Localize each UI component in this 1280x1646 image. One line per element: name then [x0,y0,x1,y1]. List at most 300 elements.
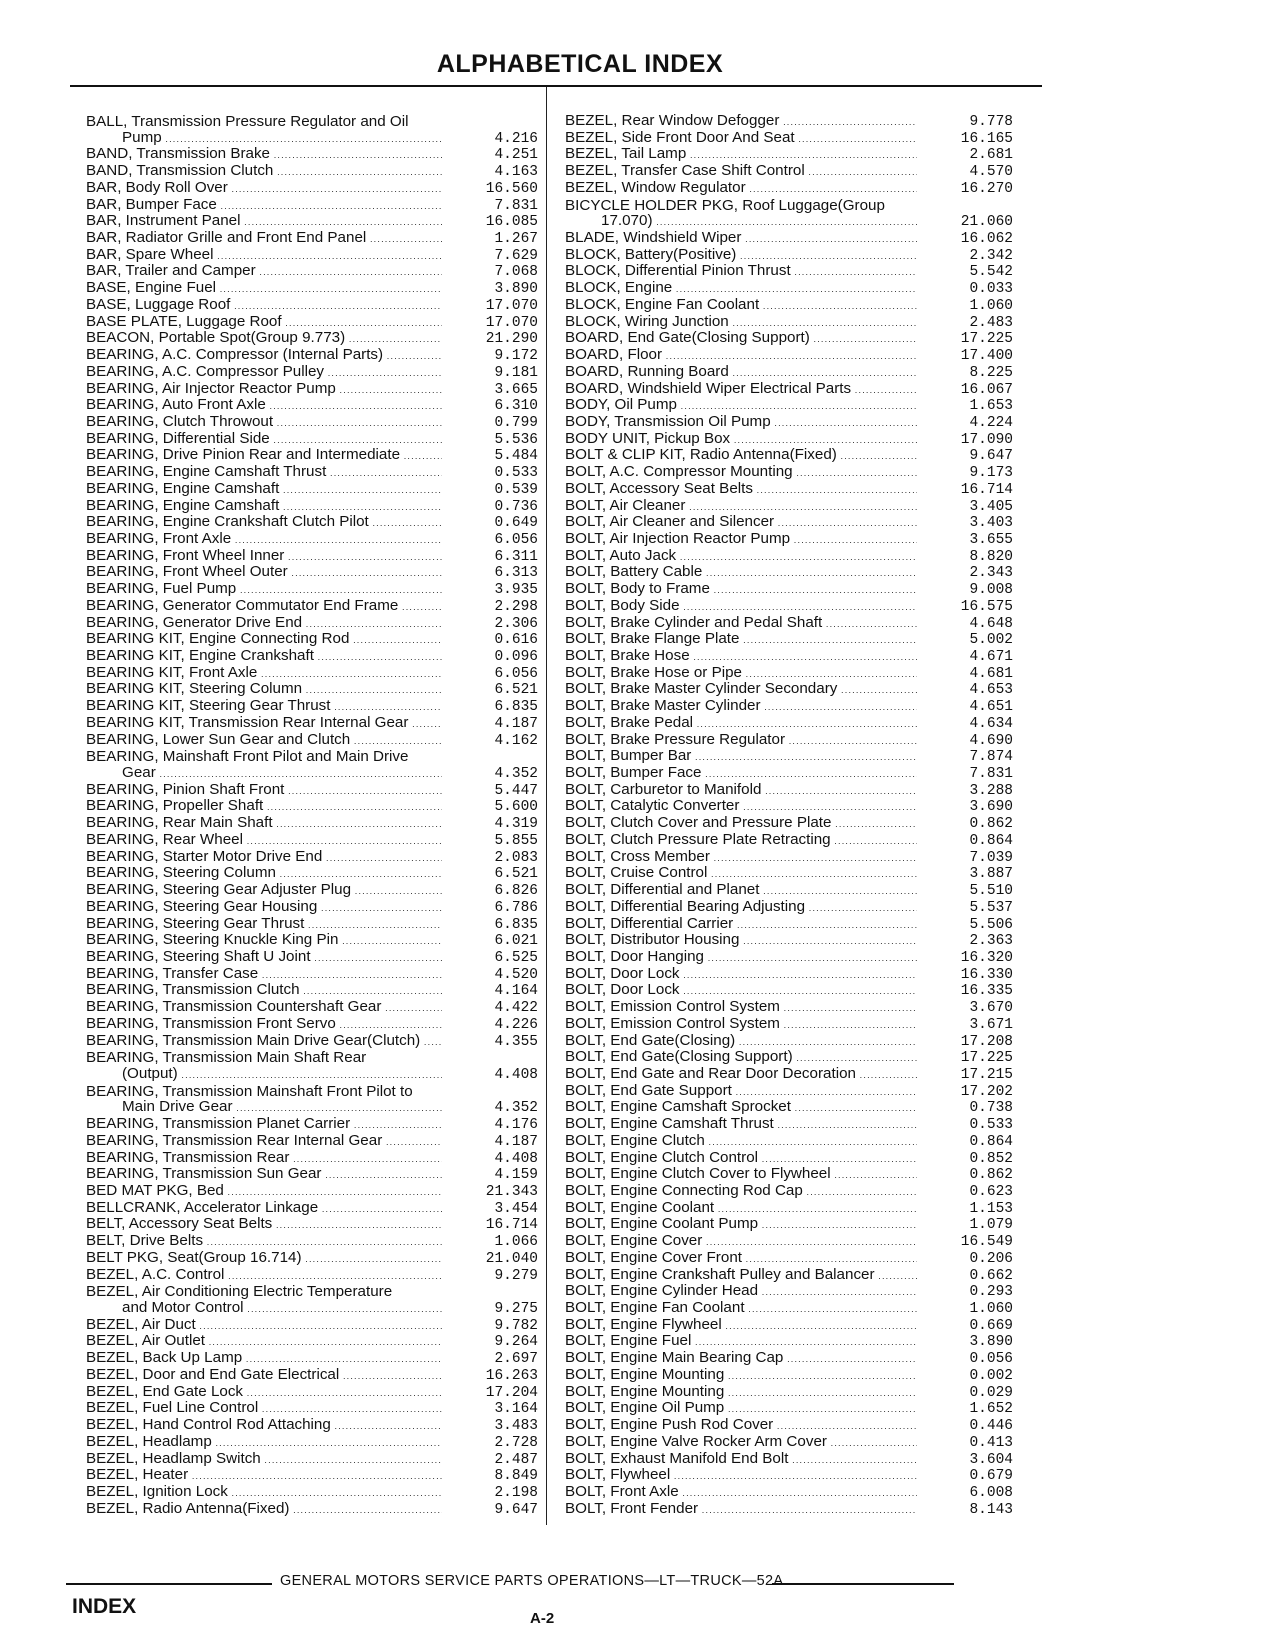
entry-page-ref: 5.537 [969,899,1013,916]
entry-page-ref: 21.290 [485,331,538,348]
entry-page-ref: 7.068 [494,264,538,281]
entry-name: BEARING, Auto Front Axle ..... [86,397,442,415]
index-entry [565,1000,1013,1017]
entry-page-ref: 6.310 [494,398,538,415]
index-entry [565,1134,1013,1151]
entry-name: BEZEL, Back Up Lamp ..... [86,1350,442,1368]
entry-page-ref: 4.352 [494,1100,538,1117]
index-entry [86,699,538,716]
entry-page-ref: 16.714 [960,481,1013,498]
entry-page-ref: 1.066 [494,1234,538,1251]
entry-name: BELT, Drive Belts ..... [86,1233,442,1251]
index-entry [86,415,538,432]
index-entry [565,281,1013,298]
index-entry [565,649,1013,666]
index-entry [565,1251,1013,1268]
index-entry [565,181,1013,198]
page-title: ALPHABETICAL INDEX [436,50,724,78]
page-number: A-2 [530,1610,555,1627]
index-entry [86,181,538,198]
entry-page-ref: 4.162 [494,732,538,749]
entry-name: BOLT, Engine Clutch ..... [565,1133,917,1151]
entry-name: BLOCK, Engine Fan Coolant ..... [565,297,917,315]
index-entry [565,1067,1013,1084]
entry-name: BAR, Instrument Panel ..... [86,213,442,231]
entry-name: BASE PLATE, Luggage Roof ..... [86,314,442,332]
entry-page-ref: 17.070 [485,297,538,314]
index-entry [86,1301,538,1318]
entry-page-ref: 4.251 [494,147,538,164]
entry-page-ref: 0.033 [969,281,1013,298]
entry-page-ref: 4.226 [494,1016,538,1033]
index-entry [565,1151,1013,1168]
entry-page-ref: 17.090 [960,431,1013,448]
index-entry [86,499,538,516]
entry-name: BEZEL, Tail Lamp ..... [565,146,917,164]
entry-name: BEARING, Transmission Mainshaft Front Pilot to [86,1083,413,1100]
entry-page-ref: 9.172 [494,348,538,365]
entry-page-ref: 16.085 [485,214,538,231]
index-entry [565,799,1013,816]
index-entry [565,549,1013,566]
entry-page-ref: 3.665 [494,381,538,398]
index-entry [565,917,1013,934]
index-entry [86,1151,538,1168]
entry-page-ref: 0.056 [969,1351,1013,1368]
entry-name: BEZEL, Headlamp ..... [86,1434,442,1452]
entry-page-ref: 8.143 [969,1501,1013,1518]
index-entry [565,448,1013,465]
index-entry [86,549,538,566]
entry-name: BLOCK, Battery(Positive) ..... [565,247,917,265]
entry-name: BEARING KIT, Transmission Rear Internal Gear ..... [86,715,442,733]
entry-name: BOLT, Engine Coolant ..... [565,1200,917,1218]
entry-name: BOLT, Brake Master Cylinder Secondary ..... [565,681,917,699]
entry-page-ref: 5.447 [494,782,538,799]
entry-name: BOLT, Air Injection Reactor Pump ..... [565,531,917,549]
entry-page-ref: 0.293 [969,1284,1013,1301]
entry-page-ref: 1.153 [969,1200,1013,1217]
entry-page-ref: 21.060 [960,214,1013,231]
entry-page-ref: 3.405 [969,498,1013,515]
entry-name: BEARING, Pinion Shaft Front ..... [86,782,442,800]
index-entry [565,983,1013,1000]
entry-page-ref: 6.786 [494,899,538,916]
entry-name: BEARING, Transmission Sun Gear ..... [86,1166,442,1184]
entry-name: BEZEL, Side Front Door And Seat ..... [565,130,917,148]
index-column-left [86,114,538,1518]
entry-name: BOLT, Engine Cylinder Head ..... [565,1283,917,1301]
entry-name: BOLT, Door Lock ..... [565,982,917,1000]
entry-page-ref: 4.319 [494,816,538,833]
index-entry [565,398,1013,415]
entry-page-ref: 3.671 [969,1016,1013,1033]
entry-page-ref: 7.831 [969,766,1013,783]
index-entry [86,1217,538,1234]
index-entry [86,1251,538,1268]
index-entry [86,1201,538,1218]
entry-name: BOLT, Body Side ..... [565,598,917,616]
entry-name: BAND, Transmission Clutch ..... [86,163,442,181]
entry-name: BOLT, Exhaust Manifold End Bolt ..... [565,1451,917,1469]
index-entry [86,649,538,666]
entry-name: BEARING, Rear Wheel ..... [86,832,442,850]
entry-name: BAR, Body Roll Over ..... [86,180,442,198]
index-entry [86,382,538,399]
entry-name: BAND, Transmission Brake ..... [86,146,442,164]
entry-name: BEARING, Starter Motor Drive End ..... [86,849,442,867]
index-entry [86,716,538,733]
entry-name: BOLT, End Gate Support ..... [565,1083,917,1101]
entry-name: 17.070) ..... [565,213,917,231]
entry-name: BEZEL, Window Regulator ..... [565,180,917,198]
index-entry [565,582,1013,599]
entry-name: BEARING, Steering Gear Thrust ..... [86,916,442,934]
entry-page-ref: 2.198 [494,1484,538,1501]
entry-page-ref: 9.279 [494,1267,538,1284]
entry-name: BOLT, Engine Mounting ..... [565,1367,917,1385]
index-entry [565,933,1013,950]
index-entry [86,448,538,465]
entry-name: BOLT, Engine Mounting ..... [565,1384,917,1402]
entry-name: BEARING KIT, Engine Crankshaft ..... [86,648,442,666]
entry-name: BEARING, Transmission Rear ..... [86,1150,442,1168]
entry-name: BOLT, Front Axle ..... [565,1484,917,1502]
entry-name: BEZEL, Door and End Gate Electrical ..... [86,1367,442,1385]
entry-name: BOLT, Engine Crankshaft Pulley and Balancer ..... [565,1267,917,1285]
entry-page-ref: 3.890 [494,281,538,298]
entry-page-ref: 4.355 [494,1033,538,1050]
entry-name: BEARING, Generator Drive End ..... [86,615,442,633]
entry-name: BOLT, Air Cleaner and Silencer ..... [565,514,917,532]
entry-name: BOLT, Front Fender ..... [565,1501,917,1519]
index-entry [86,365,538,382]
entry-name: BEZEL, Rear Window Defogger ..... [565,113,917,131]
entry-page-ref: 17.204 [485,1384,538,1401]
index-entry [565,1017,1013,1034]
index-column-right [565,114,1013,1518]
index-entry [565,749,1013,766]
index-entry [565,1468,1013,1485]
entry-name: BEARING, Steering Gear Housing ..... [86,899,442,917]
entry-name: BEARING, Fuel Pump ..... [86,581,442,599]
entry-name: BEACON, Portable Spot(Group 9.773) ..... [86,330,442,348]
entry-name: BEZEL, A.C. Control ..... [86,1267,442,1285]
index-entry [565,632,1013,649]
entry-page-ref: 6.525 [494,949,538,966]
index-entry [86,1468,538,1485]
index-entry [86,833,538,850]
index-entry [86,114,538,131]
section-label: INDEX [72,1595,137,1618]
index-entry [86,131,538,148]
index-entry [86,198,538,215]
index-entry [86,315,538,332]
entry-page-ref: 2.342 [969,247,1013,264]
entry-name: BOLT & CLIP KIT, Radio Antenna(Fixed) ..... [565,447,917,465]
entry-page-ref: 21.040 [485,1250,538,1267]
entry-name: BOLT, Engine Camshaft Sprocket ..... [565,1099,917,1117]
entry-name: BLOCK, Wiring Junction ..... [565,314,917,332]
index-entry [86,850,538,867]
entry-page-ref: 9.778 [969,114,1013,130]
entry-page-ref: 1.060 [969,1301,1013,1318]
index-entry [565,365,1013,382]
entry-page-ref: 0.662 [969,1267,1013,1284]
entry-page-ref: 3.690 [969,799,1013,816]
index-entry [565,1034,1013,1051]
entry-name: BEARING, Mainshaft Front Pilot and Main Drive [86,749,409,766]
entry-page-ref: 3.454 [494,1200,538,1217]
entry-page-ref: 5.484 [494,448,538,465]
index-entry [86,1502,538,1519]
entry-name: Main Drive Gear ..... [86,1099,442,1117]
entry-page-ref: 4.520 [494,966,538,983]
entry-page-ref: 2.487 [494,1451,538,1468]
index-entry [565,1167,1013,1184]
index-entry [86,432,538,449]
index-entry [86,933,538,950]
index-entry [86,1050,538,1067]
index-entry [86,1401,538,1418]
entry-name: BEARING, Clutch Throwout ..... [86,414,442,432]
entry-name: BOLT, Brake Pressure Regulator ..... [565,732,917,750]
entry-page-ref: 1.060 [969,297,1013,314]
entry-page-ref: 3.670 [969,1000,1013,1017]
index-entry [565,1217,1013,1234]
entry-page-ref: 4.651 [969,699,1013,716]
entry-page-ref: 0.623 [969,1184,1013,1200]
entry-page-ref: 9.008 [969,582,1013,599]
entry-page-ref: 3.655 [969,531,1013,548]
entry-name: BOLT, Brake Hose or Pipe ..... [565,665,917,683]
index-entry [86,1435,538,1452]
entry-page-ref: 16.714 [485,1217,538,1234]
entry-page-ref: 4.216 [494,130,538,147]
index-entry [86,281,538,298]
entry-name: BOARD, Running Board ..... [565,364,917,382]
entry-name: BOLT, Engine Clutch Cover to Flywheel ..... [565,1166,917,1184]
index-entry [86,1117,538,1134]
entry-name: BOLT, Brake Pedal ..... [565,715,917,733]
entry-name: BEARING, Steering Shaft U Joint ..... [86,949,442,967]
index-entry [86,1268,538,1285]
index-entry [565,482,1013,499]
entry-page-ref: 0.446 [969,1418,1013,1435]
entry-page-ref: 16.335 [960,983,1013,1000]
entry-page-ref: 9.173 [969,465,1013,482]
index-entry [86,264,538,281]
index-entry [86,983,538,1000]
index-entry [565,883,1013,900]
entry-name: BEZEL, Headlamp Switch ..... [86,1451,442,1469]
index-entry [565,1234,1013,1251]
index-entry [565,783,1013,800]
entry-name: BOLT, A.C. Compressor Mounting ..... [565,464,917,482]
entry-page-ref: 16.549 [960,1234,1013,1251]
entry-page-ref: 0.649 [494,515,538,532]
entry-name: BEARING, Steering Gear Adjuster Plug ..... [86,882,442,900]
entry-page-ref: 3.403 [969,515,1013,532]
entry-page-ref: 7.831 [494,197,538,214]
column-divider [546,87,547,1525]
entry-page-ref: 16.560 [485,180,538,197]
entry-page-ref: 16.062 [960,231,1013,248]
entry-page-ref: 5.506 [969,916,1013,933]
entry-name: BEARING, Transmission Front Servo ..... [86,1016,442,1034]
entry-page-ref: 4.352 [494,766,538,783]
index-entry [86,298,538,315]
entry-name: BOLT, Engine Oil Pump ..... [565,1400,917,1418]
index-entry [86,900,538,917]
entry-page-ref: 0.862 [969,816,1013,833]
entry-page-ref: 17.225 [960,331,1013,348]
index-entry [86,1034,538,1051]
index-entry [565,1117,1013,1134]
entry-page-ref: 8.820 [969,548,1013,565]
index-entry [565,515,1013,532]
index-entry [86,1485,538,1502]
entry-page-ref: 4.671 [969,649,1013,665]
index-entry [565,382,1013,399]
index-entry [86,967,538,984]
entry-name: BEZEL, Radio Antenna(Fixed) ..... [86,1501,442,1519]
entry-page-ref: 3.890 [969,1334,1013,1351]
index-entry [86,582,538,599]
entry-page-ref: 1.652 [969,1401,1013,1418]
entry-name: BEARING, Transmission Main Shaft Rear [86,1050,367,1067]
entry-name: BED MAT PKG, Bed ..... [86,1183,442,1201]
entry-page-ref: 4.653 [969,682,1013,699]
index-entry [86,866,538,883]
index-entry [565,248,1013,265]
index-entry [565,1502,1013,1519]
entry-page-ref: 4.163 [494,164,538,181]
index-entry [86,164,538,181]
index-entry [565,833,1013,850]
index-entry [86,1100,538,1117]
entry-name: BEZEL, Fuel Line Control ..... [86,1400,442,1418]
entry-page-ref: 16.067 [960,381,1013,398]
entry-page-ref: 17.225 [960,1050,1013,1067]
index-entry [86,816,538,833]
entry-page-ref: 6.835 [494,916,538,933]
entry-page-ref: 17.202 [960,1083,1013,1100]
entry-page-ref: 3.887 [969,866,1013,883]
entry-page-ref: 6.521 [494,682,538,699]
entry-page-ref: 4.408 [494,1066,538,1083]
entry-page-ref: 2.483 [969,314,1013,331]
entry-page-ref: 17.400 [960,348,1013,365]
entry-page-ref: 4.422 [494,1000,538,1017]
index-entry [86,749,538,766]
entry-name: BOLT, Brake Hose ..... [565,648,917,666]
entry-page-ref: 5.002 [969,632,1013,649]
index-entry [565,1385,1013,1402]
index-entry [86,1234,538,1251]
index-entry [86,883,538,900]
entry-name: BASE, Engine Fuel ..... [86,280,442,298]
entry-name: BEARING, Transmission Planet Carrier ..... [86,1116,442,1134]
entry-page-ref: 21.343 [485,1184,538,1200]
index-entry [565,716,1013,733]
entry-page-ref: 1.079 [969,1217,1013,1234]
index-entry [86,532,538,549]
index-entry [86,565,538,582]
index-entry [565,850,1013,867]
entry-page-ref: 9.782 [494,1317,538,1334]
entry-name: BOLT, Differential and Planet ..... [565,882,917,900]
entry-name: BEARING, Transmission Countershaft Gear ..... [86,999,442,1017]
index-entry [86,1351,538,1368]
entry-page-ref: 4.408 [494,1150,538,1167]
index-entry [565,1184,1013,1201]
entry-page-ref: 0.002 [969,1367,1013,1384]
entry-name: BOLT, End Gate(Closing) ..... [565,1033,917,1051]
index-entry [86,147,538,164]
entry-page-ref: 4.634 [969,715,1013,732]
entry-page-ref: 5.855 [494,832,538,849]
entry-name: BEARING, Generator Commutator End Frame ..... [86,598,442,616]
entry-page-ref: 16.263 [485,1367,538,1384]
entry-name: BOLT, Cross Member ..... [565,849,917,867]
entry-page-ref: 0.736 [494,498,538,515]
entry-page-ref: 9.181 [494,364,538,381]
index-entry [565,164,1013,181]
index-entry [86,1334,538,1351]
entry-name: BEARING, Air Injector Reactor Pump ..... [86,381,442,399]
entry-name: BEARING, Front Axle ..... [86,531,442,549]
entry-page-ref: 2.298 [494,598,538,615]
index-entry [565,315,1013,332]
entry-name: BOLT, Auto Jack ..... [565,548,917,566]
index-entry [86,1418,538,1435]
index-entry [565,766,1013,783]
index-entry [565,599,1013,616]
index-entry [565,1485,1013,1502]
entry-name: BEZEL, Air Outlet ..... [86,1333,442,1351]
index-entry [86,632,538,649]
entry-name: BAR, Bumper Face ..... [86,197,442,215]
entry-page-ref: 7.629 [494,247,538,264]
entry-page-ref: 3.164 [494,1401,538,1418]
index-entry [86,248,538,265]
entry-name: BEARING, Differential Side ..... [86,431,442,449]
entry-page-ref: 4.187 [494,715,538,732]
entry-name: BEARING, A.C. Compressor Pulley ..... [86,364,442,382]
entry-page-ref: 6.313 [494,565,538,582]
entry-page-ref: 0.029 [969,1384,1013,1401]
entry-name: BASE, Luggage Roof ..... [86,297,442,315]
entry-page-ref: 2.681 [969,147,1013,164]
entry-page-ref: 9.647 [494,1501,538,1518]
entry-name: BEARING, Engine Crankshaft Clutch Pilot ..... [86,514,442,532]
index-entry [86,231,538,248]
entry-name: BAR, Trailer and Camper ..... [86,263,442,281]
entry-name: BOLT, Engine Connecting Rod Cap ..... [565,1183,917,1201]
entry-name: BOLT, Differential Carrier ..... [565,916,917,934]
index-entry [565,1268,1013,1285]
entry-page-ref: 5.536 [494,431,538,448]
entry-name: BOLT, Battery Cable ..... [565,564,917,582]
entry-page-ref: 4.164 [494,983,538,1000]
entry-page-ref: 4.176 [494,1117,538,1134]
entry-name: BEARING KIT, Engine Connecting Rod ..... [86,631,442,649]
index-entry [565,565,1013,582]
index-entry [565,967,1013,984]
index-entry [86,950,538,967]
entry-name: BEARING, Transmission Rear Internal Gear ..... [86,1133,442,1151]
